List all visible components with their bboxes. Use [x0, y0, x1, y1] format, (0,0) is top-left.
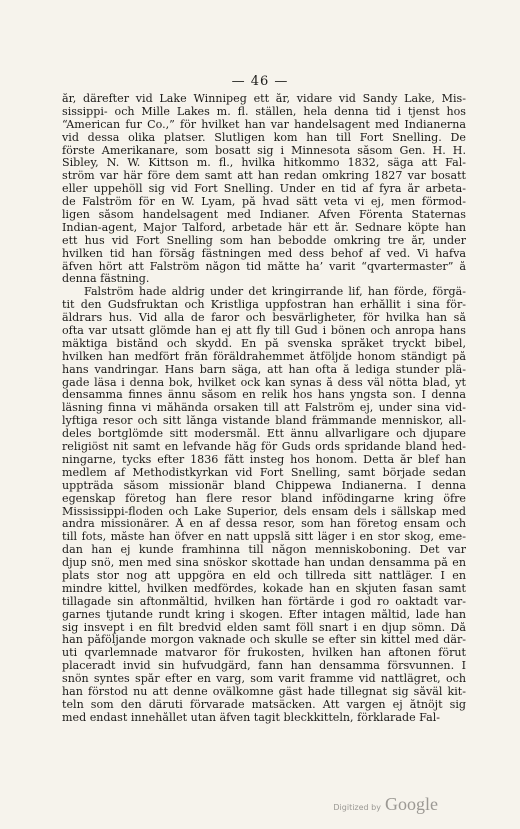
page-number: — 46 —: [231, 74, 289, 89]
text-line: placeradt invid sin hufvudgärd, fann han densamma försvunnen. I: [62, 660, 466, 673]
text-line: uppträda såsom missionär bland Chippewa Indianerna. I denna: [62, 479, 466, 492]
text-line: vid dessa olika platser. Slutligen kom han till Fort Snelling. De: [62, 131, 466, 144]
google-logo: Google: [385, 794, 438, 814]
body-text: [62, 93, 466, 725]
text-line: äfven hört att Falström någon tid måtte ha’ varit “qvartermaster” å: [62, 260, 466, 273]
text-line: dan han ej kunde framhinna till någon menniskoboning. Det var: [62, 544, 466, 557]
text-line: religiöst nit samt en lefvande håg för Guds ords spridande bland hed-: [62, 441, 466, 454]
text-line: år, därefter vid Lake Winnipeg ett år, vidare vid Sandy Lake, Mis-: [62, 93, 466, 105]
text-line: ström var här före dem samt att han redan omkring 1827 var bosatt: [62, 170, 466, 183]
text-line: “American fur Co.,” för hvilket han var handelsagent med Indianerna: [62, 118, 466, 131]
text-line: han förstod nu att denne ovälkomne gäst hade tillegnat sig såväl kit-: [62, 685, 466, 698]
text-line: mindre kittel, hvilken medfördes, kokade han en skjuten fasan samt: [62, 582, 466, 595]
text-line: ett hus vid Fort Snelling som han bebodde omkring tre år, under: [62, 234, 466, 247]
text-line: plats stor nog att uppgöra en eld och tillreda sitt nattläger. I en: [62, 569, 466, 582]
text-line: ningarne, tycks efter 1836 fått insteg hos honom. Detta år blef han: [62, 453, 466, 466]
text-line: egenskap företog han flere resor bland infödingarne kring öfre: [62, 492, 466, 505]
text-line: lyftiga resor och sitt långa vistande bland främmande menniskor, all-: [62, 415, 466, 428]
digitized-by-label: Digitized by: [333, 803, 381, 812]
text-line: tillagade sin aftonmåltid, hvilken han förtärde i god ro oaktadt var-: [62, 595, 466, 608]
text-line: Indian-agent, Major Talford, arbetade här ett år. Sednare köpte han: [62, 221, 466, 234]
text-line: de Falström för en W. Lyam, på hvad sätt veta vi ej, men förmod-: [62, 196, 466, 209]
text-line: eller uppehöll sig vid Fort Snelling. Under en tid af fyra år arbeta-: [62, 183, 466, 196]
text-line: garnes tjutande rundt kring i skogen. Efter intagen måltid, lade han: [62, 608, 466, 621]
text-line: medlem af Methodistkyrkan vid Fort Snelling, samt började sedan: [62, 466, 466, 479]
text-line: djup snö, men med sina snöskor skottade han undan densamma på en: [62, 557, 466, 570]
text-line: förste Amerikanare, som bosatt sig i Minnesota såsom Gen. H. H.: [62, 144, 466, 157]
text-line: mäktiga bistånd och skydd. En på svenska språket tryckt bibel,: [62, 337, 466, 350]
text-line: sig insvept i en filt bredvid elden samt föll snart i en djup sömn. Då: [62, 621, 466, 634]
text-line: densamma finnes ännu såsom en relik hos hans yngsta son. I denna: [62, 389, 466, 402]
text-line: gade läsa i denna bok, hvilket ock kan synas å dess väl nötta blad, yt: [62, 376, 466, 389]
text-line: teln som den däruti förvarade matsäcken. Att vargen ej åtnöjt sig: [62, 698, 466, 711]
text-line: ofta var utsatt glömde han ej att fly till Gud i bönen och anropa hans: [62, 325, 466, 338]
text-line: han påföljande morgon vaknade och skulle se efter sin kittel med där-: [62, 634, 466, 647]
text-line: ligen såsom handelsagent med Indianer. Äfven Förenta Staternas: [62, 209, 466, 222]
text-line: med endast innehållet utan äfven tagit bleckkitteln, förklarade Fal-: [62, 711, 441, 724]
paragraph-2: [62, 286, 466, 724]
text-line: uti qvarlemnade matvaror för frukosten, hvilken han aftonen förut: [62, 647, 466, 660]
text-line: läsning finna vi måhända orsaken till att Falström ej, under sina vid-: [62, 402, 466, 415]
text-line: till fots, måste han öfver en natt uppslå sitt läger i en stor skog, eme-: [62, 531, 466, 544]
text-line: andra missionärer. Å en af dessa resor, som han företog ensam och: [62, 518, 466, 531]
text-line: denna fästning.: [62, 273, 150, 286]
text-line: hvilken tid han försåg fästningen med dess behof af ved. Vi hafva: [62, 247, 466, 260]
text-line: hvilken han medfört från föräldrahemmet åtföljde honom ständigt på: [62, 350, 466, 363]
digitization-watermark: [333, 794, 438, 815]
text-line: Mississippi-floden och Lake Superior, dels ensam dels i sällskap med: [62, 505, 466, 518]
text-line: Sibley, N. W. Kittson m. fl., hvilka hitkommo 1832, säga att Fal-: [62, 157, 466, 170]
text-line: sissippi- och Mille Lakes m. fl. ställen, hela denna tid i tjenst hos: [62, 105, 466, 118]
text-line: tit den Gudsfruktan och Kristliga uppfostran han erhållit i sina för-: [62, 299, 466, 312]
text-line: snön syntes spår efter en varg, som varit framme vid nattlägret, och: [62, 673, 466, 686]
text-line: hans vandringar. Hans barn säga, att han ofta å ledigа stunder plä-: [62, 363, 466, 376]
text-line: deles bortglömde sitt modersmål. Ett ännu allvarligare och djupare: [62, 428, 466, 441]
paragraph-1: [62, 93, 466, 286]
text-line: äldrars hus. Vid alla de faror och besvärligheter, för hvilka han så: [62, 312, 466, 325]
text-line: Falström hade aldrig under det kringirrande lif, han förde, förgä-: [84, 286, 466, 299]
